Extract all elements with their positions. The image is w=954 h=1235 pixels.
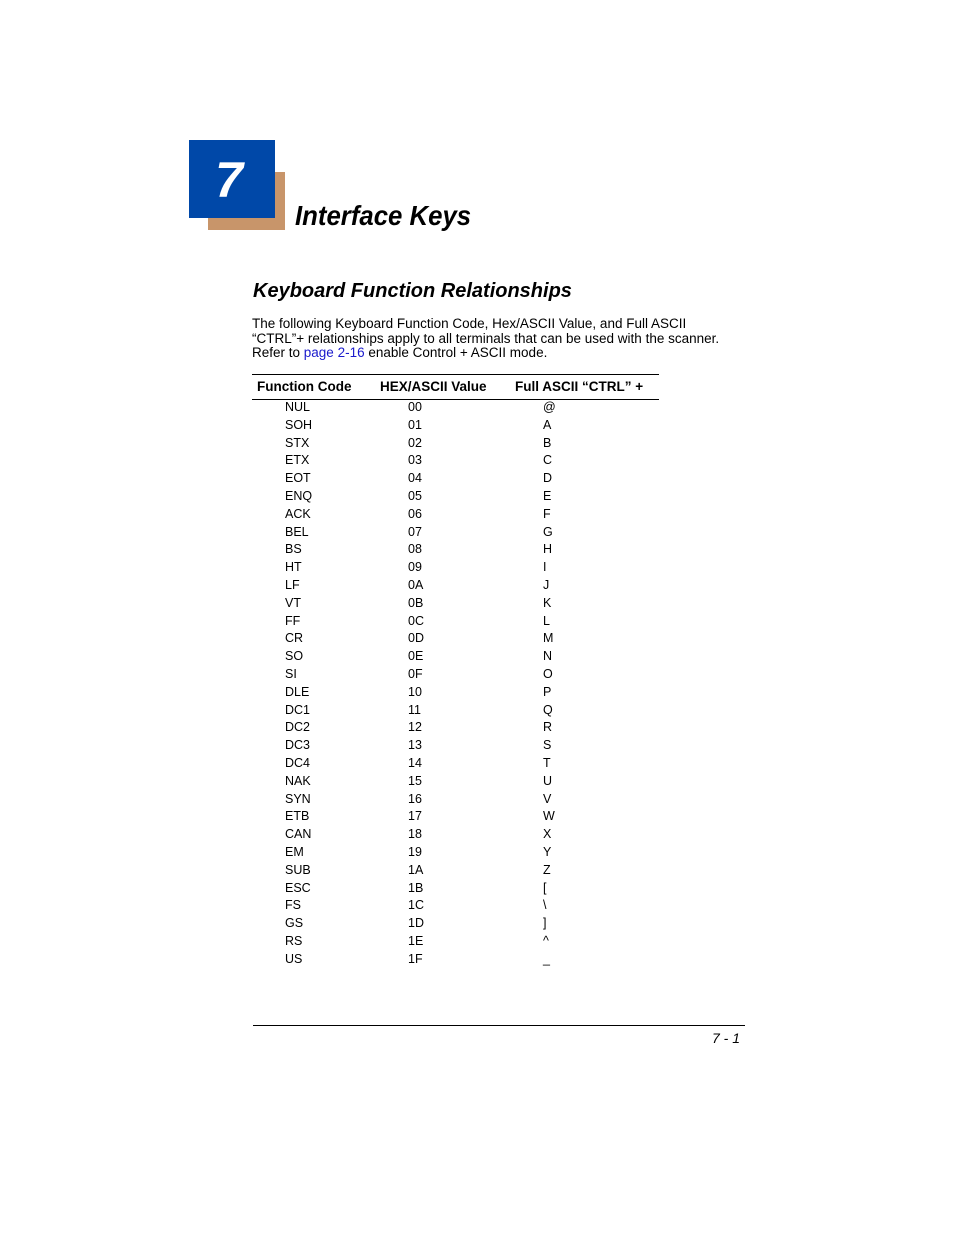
cell-function-code: FF	[285, 613, 301, 628]
cell-ctrl-char: S	[543, 738, 552, 753]
table-row	[252, 560, 659, 578]
cell-ctrl-char: P	[543, 684, 552, 699]
chapter-title: Interface Keys	[295, 200, 472, 231]
cell-hex-value: 07	[408, 524, 422, 539]
table-body	[252, 400, 659, 970]
cell-ctrl-char: X	[543, 827, 552, 842]
cell-function-code: US	[285, 951, 303, 966]
cell-function-code: CAN	[285, 827, 312, 842]
cell-ctrl-char: Y	[543, 844, 552, 859]
table-header	[252, 374, 659, 400]
intro-paragraph	[252, 317, 752, 361]
table-row	[252, 916, 659, 934]
footer-rule	[253, 1025, 745, 1026]
table-row	[252, 952, 659, 970]
cell-ctrl-char: O	[543, 666, 553, 681]
cell-ctrl-char: L	[543, 613, 550, 628]
cell-hex-value: 15	[408, 773, 422, 788]
cell-function-code: EM	[285, 844, 304, 859]
cell-ctrl-char: U	[543, 773, 553, 788]
cell-hex-value: 1E	[408, 933, 424, 948]
cell-hex-value: 06	[408, 506, 422, 521]
section-title: Keyboard Function Relationships	[253, 280, 572, 302]
cell-hex-value: 0F	[408, 666, 423, 681]
cell-function-code: EOT	[285, 471, 311, 486]
cell-function-code: RS	[285, 933, 303, 948]
table-row	[252, 720, 659, 738]
cell-function-code: FS	[285, 898, 301, 913]
cell-ctrl-char: ]	[543, 916, 547, 931]
cell-hex-value: 0C	[408, 613, 424, 628]
cell-function-code: DC3	[285, 738, 311, 753]
cell-ctrl-char: I	[543, 560, 547, 575]
cell-function-code: SO	[285, 649, 304, 664]
table-row	[252, 863, 659, 881]
cell-hex-value: 13	[408, 738, 422, 753]
cell-ctrl-char: N	[543, 649, 553, 664]
cell-ctrl-char: E	[543, 488, 552, 503]
cell-hex-value: 00	[408, 400, 422, 414]
cell-function-code: DC4	[285, 755, 311, 770]
intro-line-3-prefix: Refer to	[252, 345, 304, 361]
table-row	[252, 525, 659, 543]
cell-ctrl-char: M	[543, 631, 554, 646]
cell-function-code: NUL	[285, 400, 311, 414]
table-row	[252, 774, 659, 792]
cell-function-code: DC1	[285, 702, 311, 717]
table-row	[252, 507, 659, 525]
header-function-code: Function Code	[257, 379, 352, 394]
header-hex-ascii-value: HEX/ASCII Value	[380, 379, 487, 394]
table-row	[252, 703, 659, 721]
cell-ctrl-char: C	[543, 453, 553, 468]
cell-hex-value: 14	[408, 755, 422, 770]
cell-hex-value: 0A	[408, 577, 424, 592]
table-row	[252, 614, 659, 632]
cell-ctrl-char: F	[543, 506, 551, 521]
cell-function-code: ACK	[285, 506, 311, 521]
cell-ctrl-char: _	[543, 951, 550, 966]
intro-line-1: The following Keyboard Function Code, Hex/ASCII Value, and Full ASCII	[252, 316, 687, 331]
cell-ctrl-char: W	[543, 809, 555, 824]
cell-ctrl-char: H	[543, 542, 553, 557]
cell-function-code: SYN	[285, 791, 311, 806]
cell-hex-value: 09	[408, 560, 422, 575]
cell-hex-value: 1B	[408, 880, 424, 895]
cell-function-code: DC2	[285, 720, 311, 735]
cell-function-code: DLE	[285, 684, 310, 699]
table-row	[252, 809, 659, 827]
table-row	[252, 596, 659, 614]
cell-ctrl-char: T	[543, 755, 551, 770]
cell-function-code: ENQ	[285, 488, 313, 503]
table-row	[252, 934, 659, 952]
cell-ctrl-char: \	[543, 898, 547, 913]
keyboard-function-table	[252, 374, 659, 970]
header-full-ascii-ctrl: Full ASCII “CTRL” +	[515, 379, 644, 394]
cell-ctrl-char: @	[543, 400, 556, 414]
cell-hex-value: 1F	[408, 951, 423, 966]
cell-ctrl-char: B	[543, 435, 552, 450]
cell-hex-value: 01	[408, 417, 422, 432]
cell-function-code: STX	[285, 435, 310, 450]
page-link[interactable]: page 2-16	[303, 345, 365, 361]
cell-ctrl-char: V	[543, 791, 552, 806]
cell-ctrl-char: Z	[543, 862, 551, 877]
cell-ctrl-char: G	[543, 524, 553, 539]
cell-hex-value: 03	[408, 453, 422, 468]
cell-ctrl-char: Q	[543, 702, 553, 717]
cell-function-code: ETB	[285, 809, 310, 824]
table-row	[252, 400, 659, 418]
table-row	[252, 827, 659, 845]
cell-function-code: CR	[285, 631, 304, 646]
cell-function-code: ESC	[285, 880, 311, 895]
cell-ctrl-char: K	[543, 595, 552, 610]
table-row	[252, 542, 659, 560]
table-row	[252, 453, 659, 471]
cell-function-code: LF	[285, 577, 300, 592]
cell-hex-value: 10	[408, 684, 422, 699]
cell-function-code: BS	[285, 542, 302, 557]
table-row	[252, 667, 659, 685]
table-row	[252, 845, 659, 863]
cell-hex-value: 12	[408, 720, 422, 735]
cell-hex-value: 17	[408, 809, 422, 824]
cell-function-code: BEL	[285, 524, 309, 539]
cell-ctrl-char: R	[543, 720, 553, 735]
cell-hex-value: 11	[408, 702, 421, 717]
cell-function-code: SI	[285, 666, 297, 681]
table-row	[252, 756, 659, 774]
table-row	[252, 649, 659, 667]
table-row	[252, 489, 659, 507]
table-row	[252, 436, 659, 454]
cell-hex-value: 18	[408, 827, 422, 842]
intro-line-2: “CTRL”+ relationships apply to all terminals that can be used with the scanner.	[252, 330, 720, 346]
cell-hex-value: 19	[408, 844, 422, 859]
cell-hex-value: 1C	[408, 898, 424, 913]
table-row	[252, 685, 659, 703]
cell-hex-value: 0E	[408, 649, 424, 664]
table-row	[252, 578, 659, 596]
cell-ctrl-char: ^	[543, 933, 549, 948]
table-row	[252, 631, 659, 649]
cell-hex-value: 08	[408, 542, 422, 557]
table-row	[252, 792, 659, 810]
table-row	[252, 418, 659, 436]
cell-hex-value: 1D	[408, 916, 424, 931]
cell-ctrl-char: J	[543, 577, 550, 592]
cell-hex-value: 04	[408, 471, 422, 486]
table-row	[252, 471, 659, 489]
cell-function-code: NAK	[285, 773, 311, 788]
cell-ctrl-char: A	[543, 417, 552, 432]
cell-function-code: ETX	[285, 453, 310, 468]
page-number: 7 - 1	[711, 1030, 740, 1046]
table-row	[252, 881, 659, 899]
cell-function-code: SOH	[285, 417, 313, 432]
cell-hex-value: 02	[408, 435, 422, 450]
cell-hex-value: 0B	[408, 595, 424, 610]
table-row	[252, 898, 659, 916]
cell-ctrl-char: D	[543, 471, 553, 486]
intro-line-3-suffix: enable Control + ASCII mode.	[364, 345, 548, 361]
cell-hex-value: 0D	[408, 631, 424, 646]
cell-ctrl-char: [	[543, 880, 547, 895]
cell-hex-value: 1A	[408, 862, 424, 877]
chapter-number: 7	[215, 152, 243, 208]
cell-function-code: VT	[285, 595, 301, 610]
cell-function-code: SUB	[285, 862, 311, 877]
cell-hex-value: 05	[408, 488, 422, 503]
table-row	[252, 738, 659, 756]
cell-function-code: HT	[285, 560, 302, 575]
cell-function-code: GS	[285, 916, 304, 931]
cell-hex-value: 16	[408, 791, 422, 806]
